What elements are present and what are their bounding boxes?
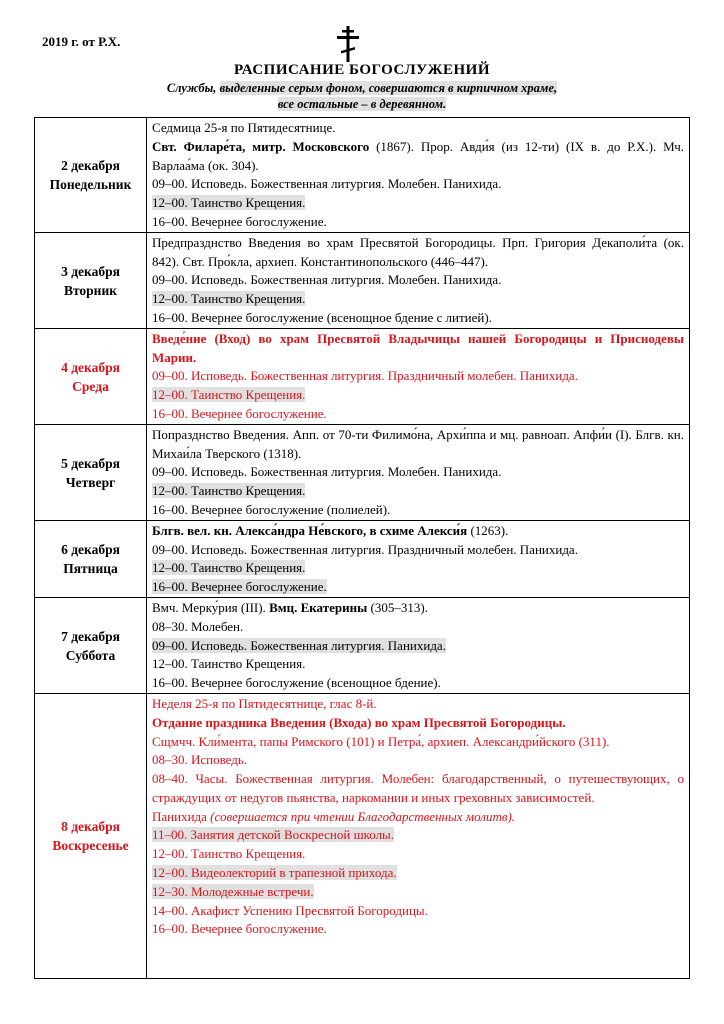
services-cell: Вмч. Мерку́рия (III). Вмц. Екатерины (305–313). 08–30. Молебен. 09–00. Исповедь. Божественная литургия. Панихида. 12–00. Таинство Крещения. 16–00. Вечернее богослужение (всенощное бдение). <box>147 597 690 693</box>
services-cell: Предпразднство Введения во храм Пресвятой Богородицы. Прп. Григория Декаполи́та (ок. 842). Свт. Про́кла, архиеп. Константинопольского (446–447). 09–00. Исповедь. Божественная литургия. Молебен. Панихида. 12–00. Таинство Крещения. 16–00. Вечернее богослужение (всенощное бдение с литией). <box>147 232 690 328</box>
date-cell: 7 декабря Суббота <box>35 597 147 693</box>
services-cell: Введе́ние (Вход) во храм Пресвятой Владычицы нашей Богородицы и Приснодевы Марии. 09–00. Исповедь. Божественная литургия. Праздничный молебен. Панихида. 12–00. Таинство Крещения. 16–00. Вечернее богослужение. <box>147 328 690 424</box>
table-row <box>35 118 690 233</box>
date-cell: 8 декабря Воскресенье <box>35 693 147 978</box>
table-row <box>35 328 690 424</box>
table-row <box>35 597 690 693</box>
page-title: РАСПИСАНИЕ БОГОСЛУЖЕНИЙ <box>234 62 490 78</box>
table-row <box>35 232 690 328</box>
services-cell: Седмица 25-я по Пятидесятнице. Свт. Филаре́та, митр. Московского (1867). Прор. Авди́я (из 12-ти) (IX в. до Р.Х.). Мч. Варлаа́ма (ок. 304). 09–00. Исповедь. Божественная литургия. Молебен. Панихида. 12–00. Таинство Крещения. 16–00. Вечернее богослужение. <box>147 118 690 233</box>
date-cell: 5 декабря Четверг <box>35 424 147 520</box>
date-cell: 6 декабря Пятница <box>35 520 147 597</box>
services-cell: Неделя 25-я по Пятидесятнице, глас 8-й. Отдание праздника Введения (Входа) во храм Пресвятой Богородицы. Сщмчч. Кли́мента, папы Римского (101) и Петра́, архиеп. Александри́йского (311). 08–30. Исповедь. 08–40. Часы. Божественная литургия. Молебен: благодарственный, о путешествующих, о страждущих от недугов пьянства, наркомании и иных греховных зависимостей. Панихида (совершается при чтении Благодарственных молитв). 11–00. Занятия детской Воскресной школы. 12–00. Таинство Крещения. 12–00. Видеолекторий в трапезной прихода. 12–30. Молодежные встречи. 14–00. Акафист Успению Пресвятой Богородицы. 16–00. Вечернее богослужение. <box>147 693 690 978</box>
subtitle-line-1: Службы, выделенные серым фоном, совершаются в кирпичном храме, <box>166 81 558 95</box>
year-label: 2019 г. от Р.Х. <box>42 34 121 49</box>
date-cell: 3 декабря Вторник <box>35 232 147 328</box>
table-row <box>35 424 690 520</box>
table-row <box>35 520 690 597</box>
services-cell: Попразднство Введения. Апп. от 70-ти Филимо́на, Архи́ппа и мц. равноап. Апфи́и (I). Блгв. кн. Михаи́ла Тверского (1318). 09–00. Исповедь. Божественная литургия. Молебен. Панихида. 12–00. Таинство Крещения. 16–00. Вечернее богослужение (полиелей). <box>147 424 690 520</box>
subtitle-line-2: все остальные – в деревянном. <box>277 97 447 111</box>
schedule-table <box>34 117 690 979</box>
table-row <box>35 693 690 978</box>
orthodox-cross-icon <box>336 26 360 62</box>
date-cell: 2 декабря Понедельник <box>35 118 147 233</box>
services-cell: Блгв. вел. кн. Алекса́ндра Не́вского, в схиме Алекси́я (1263). 09–00. Исповедь. Божественная литургия. Праздничный молебен. Панихида. 12–00. Таинство Крещения. 16–00. Вечернее богослужение. <box>147 520 690 597</box>
date-cell: 4 декабря Среда <box>35 328 147 424</box>
